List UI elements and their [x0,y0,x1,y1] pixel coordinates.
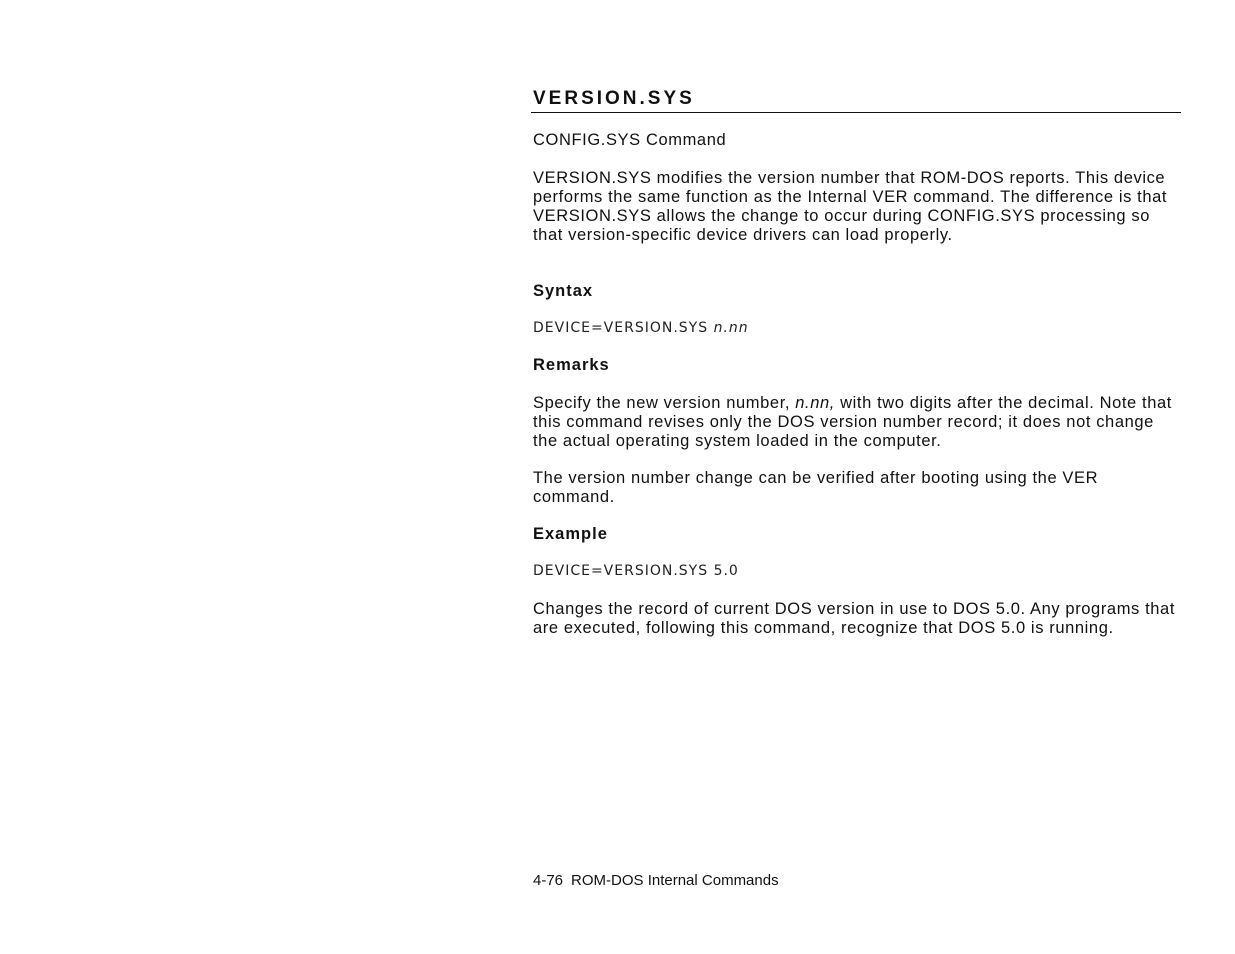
description-paragraph: VERSION.SYS modifies the version number that ROM-DOS reports. This device performs the same function as the Internal VER command. The difference is that VERSION.SYS allows the change to occur during CONFIG.SYS processing so that version-specific device drivers can load properly. [533,169,1168,244]
syntax-command: DEVICE=VERSION.SYS [533,320,709,336]
page-title: VERSION.SYS [533,88,695,109]
syntax-line [533,319,749,337]
document-content [533,88,1181,637]
remarks-text-before: Specify the new version number, [533,394,796,412]
title-rule [531,112,1181,113]
example-description: Changes the record of current DOS version in use to DOS 5.0. Any programs that are executed, following this command, recognize that DOS 5.0 is running. [533,600,1176,637]
footer-section: ROM-DOS Internal Commands [571,872,779,889]
remarks-paragraph-1 [533,394,1183,451]
remarks-text-after: with two digits after the decimal. Note that this command revises only the DOS version number record; it does not change the actual operating system loaded in the computer. [533,394,1172,450]
syntax-heading: Syntax [533,282,594,300]
page-number: 4-76 [533,872,564,889]
example-heading: Example [533,525,608,543]
remarks-emphasis: n.nn, [795,394,835,412]
command-type: CONFIG.SYS Command [533,131,727,149]
example-command: DEVICE=VERSION.SYS 5.0 [533,563,739,579]
syntax-argument: n.nn [713,320,749,336]
page-footer [533,872,779,890]
remarks-paragraph-2: The version number change can be verified after booting using the VER command. [533,469,1099,506]
remarks-heading: Remarks [533,356,610,374]
